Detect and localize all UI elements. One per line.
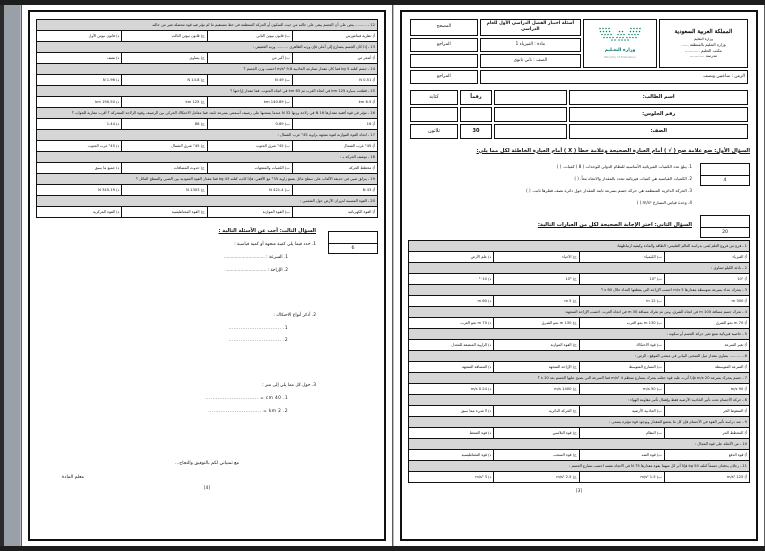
mcq-option[interactable]: أ) مخطط الحركة [292,163,377,174]
mcq-option[interactable]: ج) الإزاحة المتجهة [494,362,579,373]
table-row [410,107,748,122]
mcq-question-text: 13 ـ إذا كان الجسم يتسارع إلى أعلى فإن وزنه الظاهري .......... وزنه الحقيقي : [37,42,378,53]
mcq-option[interactable]: أ) 6.5 km [292,97,377,108]
class-label-cell: الصف: [569,124,748,139]
mcq-option[interactable]: د) 10⁻³ [409,274,494,285]
question-two-score-entry[interactable] [701,216,749,228]
table-row [409,450,750,461]
marker-blank-cell[interactable] [410,54,478,68]
mcq-option[interactable]: د) الزاوية المنصفة للمعدل [409,340,494,351]
class-meta-cell [480,54,582,68]
mcq-question-text: 14 ـ جسم كتلته 5 kg فما كان مقدار تسارعه الجاذبية 9.8 m/s² احسب وزن الجسم ؟ [37,64,378,75]
list-item[interactable]: 3. الحركة الدائرية المنتظمة هي حركة جسم بسرعة ثابتة المقدار حول دائرة نصف قطرها ثابت. ( ) [526,187,692,193]
subject-value: الفيزياء 1 [515,41,533,47]
seat-number-field[interactable] [494,107,567,122]
question-one-score-entry[interactable] [701,164,749,176]
table-row [409,285,750,296]
mcq-question-text: 5 ـ خاصية فيزيائية تمنع تغير حركة الجسم أو سكونه : [409,329,750,340]
question-two-score-box[interactable] [700,215,750,238]
page-right [21,4,393,547]
question-three-wrapper [36,228,378,490]
question-two-heading: السؤال الثاني: اختر الإجابة الصحيحة لكل من العبارات التالية: [537,222,692,229]
mcq-option[interactable]: د) قوة الضغط [409,428,494,439]
top-frame-bar [0,0,765,5]
logo-english-text: Ministry of Education [604,55,636,59]
mcq-option[interactable]: ج) قوة السحب [494,450,579,461]
mcq-question-text: 8 ـ حركة الأجسام تحت تأثير الجاذبية الأرضية فقط وإهمال تأثير مقاومة الهواء : [409,395,750,406]
mcq-question-text: 2 ـ بادئة الكيلو تساوي : [409,263,750,274]
table-row [37,31,378,42]
mcq-option[interactable]: ج) الأحياء [494,252,579,263]
mcq-option[interactable]: ب) الجاذبية الأرضية [579,406,664,417]
mcq-option[interactable]: د) جميع ما سبق [37,163,122,174]
subject-label: مادة : [534,41,546,47]
mcq-table-page-four [36,19,378,218]
mcq-option[interactable]: أ) 0.51 N [292,75,377,86]
mcq-option[interactable]: ج) يساوي [122,53,207,64]
mcq-option[interactable]: أ) 16 [292,119,377,130]
question-three-heading: السؤال الثالث: أجب عن الأسئلة التالية : [218,228,316,234]
list-item[interactable]: 4. وحدة قياس التسارع m/s² ( ) [636,199,692,205]
question-one-block [408,160,750,213]
table-row [409,362,750,373]
mcq-option[interactable]: ب) الكيمياء [579,252,664,263]
logo-arabic-text: وزارة التعـليم [604,47,636,53]
bottom-frame-bar [0,546,765,551]
q3-part3-item-2[interactable]: 2. 2 km = .............................. [208,408,288,414]
table-row [409,428,750,439]
q3-part1-text: 1. حدد فيما يلي كمية متجهة أو كمية قياسية : [234,242,316,247]
mcq-option[interactable]: ب) أكبر من [207,53,292,64]
mcq-option[interactable]: ج) 10⁶ [494,274,579,285]
q3-part1-item-2[interactable]: 2. الإزاحة : .............................. [225,267,288,273]
mcq-question-text: 16 ـ مؤثر في قوة أفقية مقدارها 16 N في زلاجة وزنها 32 N عندما يسحبها على رصيف أسمنتي بسرعة ثابتة، فما معامل الاحتكاك الحركي بين الرصيف وقوة الزلاجة المتحركة ؟ أقرب مقاربة للجواب ؟ [37,108,378,119]
table-row [409,373,750,384]
mcq-option[interactable]: أ) المخطط الحر [664,428,749,439]
table-row [37,53,378,64]
question-two-block [408,212,750,238]
mcq-option[interactable]: د) لا شيء مما سبق [409,406,494,417]
mcq-option[interactable]: ج) الحركة الدائرية [494,406,579,417]
table-row [409,296,750,307]
table-row [37,20,378,31]
mcq-option[interactable]: د) 0.24 m/s [409,384,494,395]
ministry-of-education-logo-icon [598,27,642,46]
question-three-score-column [316,228,378,254]
teacher-signature-label: معلم المادة [62,474,84,480]
mcq-option[interactable]: ج) 130 m نحو الشرق [494,318,579,329]
question-three-max-score: 6 [351,246,355,251]
class-field[interactable] [494,124,567,139]
mcq-option[interactable]: ج) القوة الموازنة [494,340,579,351]
mcq-question-text: 9 ـ عند دراسة تأثير القوة في الأجسام فإن كل ما يخضع للمقدار وبوجود قوة مؤثرة يسمى : [409,417,750,428]
question-two-max-score: 20 [722,230,728,236]
table-row [409,318,750,329]
mcq-option[interactable]: ب) 12 m [579,296,664,307]
mcq-option[interactable]: ج) 45° شرق الشمال [122,141,207,152]
table-row [409,417,750,428]
marker-label-1: المصحح [410,19,478,36]
mcq-option[interactable]: ب) 10³ [579,274,664,285]
mcq-option[interactable]: ج) حدوث المسافات [122,163,207,174]
q3-part2-item-2[interactable]: 2. .............................. [228,338,288,344]
list-item[interactable]: 2. الكميات القياسية هي كميات فيزيائية تحدد بالمقدار والاتجاه معاً. ( ) [574,175,692,181]
mcq-question-text: 18 ـ توصف الحركة بـ : [37,152,378,163]
class-value: ثاني ثانوي [513,57,532,63]
mcq-option[interactable]: أ) 125 m/s² [664,472,749,483]
table-row [37,108,378,119]
student-name-field[interactable] [494,90,567,105]
mcq-option[interactable]: أ) أصغر من [292,53,377,64]
mcq-option[interactable]: ب) التسارع المتوسط [579,362,664,373]
mcq-option[interactable]: ج) 1303 N [122,185,207,196]
table-row [409,263,750,274]
table-row [37,152,378,163]
question-one-max-score: 4 [723,177,727,183]
total-mark-word: ثلاثون [410,124,458,139]
mcq-option[interactable]: ب) 0.69 [207,119,292,130]
q3-part1-item-1[interactable]: 1. السرعة : .............................. [223,255,288,261]
mcq-option[interactable]: د) 1.44 [37,119,122,130]
table-row [37,196,378,207]
table-row [37,97,378,108]
school-line: مدرسة ............ [689,53,718,59]
mcq-option[interactable]: د) علم الأرض [409,252,494,263]
mcq-option[interactable]: ب) قانون نيوتن الثاني [207,31,292,42]
mcq-option[interactable]: ج) 5 m [494,296,579,307]
mcq-option[interactable]: أ) السقوط الحر [664,406,749,417]
mcq-question-text: 11 ـ رجلان يدفعان جسماً كتلته 50 kg فإذا أثر كل منهما بقوة مقدارها 75 N في الاتجاه نفسه احسب تسارع الجسم : [409,461,750,472]
mcq-option[interactable]: أ) تغير السرعة [664,340,749,351]
mcq-question-text: 4 ـ تحرك جسم مسافة 100 m في اتجاه الشرق، ومن ثم تحرك مسافة 30 m في اتجاه الغرب، احسب الإزاحة المتجهة: [409,307,750,318]
mcq-option[interactable]: ب) 130 m نحو الغرب [579,318,664,329]
marker-label-2: المراجع [410,38,478,52]
table-row [409,329,750,340]
table-row [409,384,750,395]
mcq-question-text: 7 ـ جسم يتحرك بسرعة 20 m/s فإذا أثرت عليه قوة جعلته يتحرك بتسارع منتظم 4 m/s² فما السرعة التي يصبح عليها الجسم بعد 10 s ؟ [409,373,750,384]
mcq-option[interactable]: د) 70 m نحو الغرب [409,318,494,329]
question-three-score-entry[interactable] [329,232,377,244]
question-two-score-column [692,212,750,238]
table-row [409,472,750,483]
mcq-option[interactable]: د) 45° غرب الجنوب [37,141,122,152]
closing-message: مع تمنياتي لكم بالتوفيق والنجاح... [174,460,240,466]
table-row [37,207,378,218]
question-three-score-box[interactable] [328,231,378,254]
question-one-score-column [692,160,750,186]
table-row [409,461,750,472]
table-row [37,141,378,152]
mcq-option[interactable]: د) 60 m [409,296,494,307]
table-row [37,163,378,174]
mcq-option[interactable]: د) المسافة المتجهة [409,362,494,373]
question-one-score-box[interactable] [700,163,750,186]
class-label: الصف : [533,57,548,63]
office-line: مكتب التعليم ............ [684,47,722,53]
mcq-option[interactable]: أ) 90 m/s [664,384,749,395]
mcq-option[interactable]: ب) قوة الاحتكاك [579,340,664,351]
list-item[interactable]: 1. يبلغ عدد الكميات الفيزيائية الأساسية للنظام الدولي للوحدات ( 8 ) كميات. ( ) [556,163,692,169]
exam-title-cell: أسئلة اختبار الفصل الدراسي الأول للعام الدراسي [480,19,582,36]
mcq-option[interactable]: أ) 10¹ [664,274,749,285]
table-row [410,124,748,139]
seat-number-label: رقم الجلوس: [569,107,748,122]
q3-part2-item-1[interactable]: 1. .............................. [228,325,288,331]
mcq-option[interactable]: أ) السرعة المتوسطة [664,362,749,373]
table-row [37,75,378,86]
mcq-option[interactable]: ج) 125 km [122,97,207,108]
page-left-border [400,10,758,541]
seat-number-word[interactable] [410,107,458,122]
table-row [409,307,750,318]
q3-part3-item-1[interactable]: 1. 40 cm = .............................. [205,396,288,402]
mcq-option[interactable]: ج) 2.5 m/s² [494,472,579,483]
table-row [37,130,378,141]
question-one-statements [408,160,692,213]
mcq-option[interactable]: د) 1.96 N [37,75,122,86]
mcq-option[interactable]: ب) 1.5 m/s² [579,472,664,483]
mcq-question-text: 20 ـ القوة المسببة لدوران الأرض حول الشمس : [37,196,378,207]
ministry-logo-cell [583,19,657,68]
table-row [410,90,748,105]
student-name-num: رقماً [460,90,492,105]
mcq-option[interactable]: أ) 45° غرب الشمال [292,141,377,152]
mcq-option[interactable]: أ) 300 m [664,296,749,307]
mcq-question-text: 19 ـ ينزلق صبي في حديقة الألعاب على سطح مائل بصنع زاوية 35° مع الأفقي، فإذا كانت كتلته 43 kg فما مقدار القوة العمودية بين الصبي والسطح المائل ؟ [37,174,378,185]
question-three-body [36,228,316,421]
mcq-option[interactable]: د) 190.50 km [37,97,122,108]
mcq-option[interactable]: ب) 45° شرق الجنوب [207,141,292,152]
table-row [37,119,378,130]
mcq-option[interactable]: أ) القوة الكهربائية [292,207,377,218]
mcq-option[interactable]: ب) الكميات والمتجهات [207,163,292,174]
question-one-heading: السؤال الأول: ضع علامة صح ( √ ) أمام العبارة الصحيحة وعلامة خطأ ( X ) أمام العبارة الخاطئة لكل مما يلي: [476,147,750,154]
table-row [409,241,750,252]
mcq-option[interactable]: ج) 1400 m/s [494,384,579,395]
mcq-option[interactable]: أ) 43 N [292,185,377,196]
mcq-option[interactable]: ب) قوة الشد [579,450,664,461]
subject-meta-cell [480,38,582,52]
page-number-left: [3] [576,488,582,494]
seat-number-num[interactable] [460,107,492,122]
mcq-question-text: 3 ـ يتحرك عداء بسرعة متوسطة مقدارها 5 m/s احسب الإزاحة التي يقطعها العداء خلال 60 s ؟ [409,285,750,296]
time-value: ساعتين ونصف [703,73,731,79]
mcq-option[interactable]: أ) قوة الدفع [664,450,749,461]
table-row [409,252,750,263]
mcq-option[interactable]: ب) 140.89 km [207,97,292,108]
time-meta-cell [480,70,748,84]
table-row [409,340,750,351]
mcq-option[interactable]: د) قوة المغناطيسية [409,450,494,461]
mcq-question-text: 15 ـ قطعت سيارة 125 km في اتجاه الغرب ثم 65 km في اتجاه الجنوب، فما مقدار إزاحتها ؟ [37,86,378,97]
mcq-option[interactable]: د) قانون نيوتن الأول [37,31,122,42]
mcq-question-text: 6 ـ .......... يساوي مقدار ميل المنحنى البياني في منحنى الموقع ـ الزمن : [409,351,750,362]
table-row [37,185,378,196]
mcq-question-text: 10 ـ من الأمثلة على قوة المجال : [409,439,750,450]
mcq-option[interactable]: ج) 14.8 N [122,75,207,86]
mcq-question-text: 12 ـ .......... ينص على أن الجسم يبقى على حالته من حيث السكون أو الحركة المنتظمة في خط مستقيم ما لم تؤثر فيه قوة محصلة تغير من حالته [37,20,378,31]
mcq-option[interactable]: ب) 50 m/s [579,384,664,395]
exam-header-table [408,17,750,86]
student-info-table [408,88,750,141]
official-identity-cell [659,19,748,68]
mcq-option[interactable]: ب) القوة الموازنة [207,207,292,218]
mcq-option[interactable]: أ) الفيزياء [664,252,749,263]
mcq-option[interactable]: ج) قوة التلامس [494,428,579,439]
page-number-right: [4] [204,484,210,490]
table-row [409,351,750,362]
table-row [37,86,378,97]
total-mark-number: 30 [460,124,492,139]
marker-label-3: المراجع [410,70,478,84]
ministry-name: وزارة التعليم [694,36,713,41]
mcq-option[interactable]: د) 3 m/s² [409,472,494,483]
mcq-option[interactable]: أ) نظرية فيثاغورس [292,31,377,42]
page-left [393,4,765,547]
mcq-option[interactable]: ج) 88 [122,119,207,130]
mcq-option[interactable]: ب) النظام [579,428,664,439]
mcq-question-text: 1 ـ فرع من فروع العلم يُعنى بدراسة العالم الطبيعي: الطاقة والمادة وكيفية ارتباطهما: [409,241,750,252]
mcq-option[interactable]: ج) قانون نيوتن الثالث [122,31,207,42]
mcq-option[interactable]: أ) 70 m نحو الشرق [664,318,749,329]
table-row [409,274,750,285]
student-name-word: كتابة [410,90,458,105]
table-row [37,64,378,75]
time-label: الزمن : [731,73,745,79]
table-row [409,395,750,406]
page-right-border [28,10,386,541]
mcq-table-page-three [408,240,750,483]
mcq-option[interactable]: د) القوة المركزية [37,207,122,218]
mcq-option[interactable]: د) نصف [37,53,122,64]
table-row [409,406,750,417]
mcq-option[interactable]: ب) 49 N [207,75,292,86]
q3-part3-text: 3. حول كل مما يلي إلى متر : [262,383,316,389]
kingdom-name: المملكة العربية السعودية [674,28,733,35]
student-name-label: اسم الطالب: [569,90,748,105]
mcq-option[interactable]: ج) القوة المغناطيسية [122,207,207,218]
region-line: وزارة التعليم بالمنطقة ...... [681,42,726,48]
q3-part2-text: 2. أذكر أنواع الاحتكاك : [273,312,316,318]
mcq-question-text: 17 ـ اتجاه القوة الموازنة لقوة متجهة بزاوية 45° غرب الشمال : [37,130,378,141]
mcq-option[interactable]: ب) 421.4 N [207,185,292,196]
mcq-option[interactable]: د) 345.19 N [37,185,122,196]
table-row [37,42,378,53]
table-row [37,174,378,185]
table-row [409,439,750,450]
